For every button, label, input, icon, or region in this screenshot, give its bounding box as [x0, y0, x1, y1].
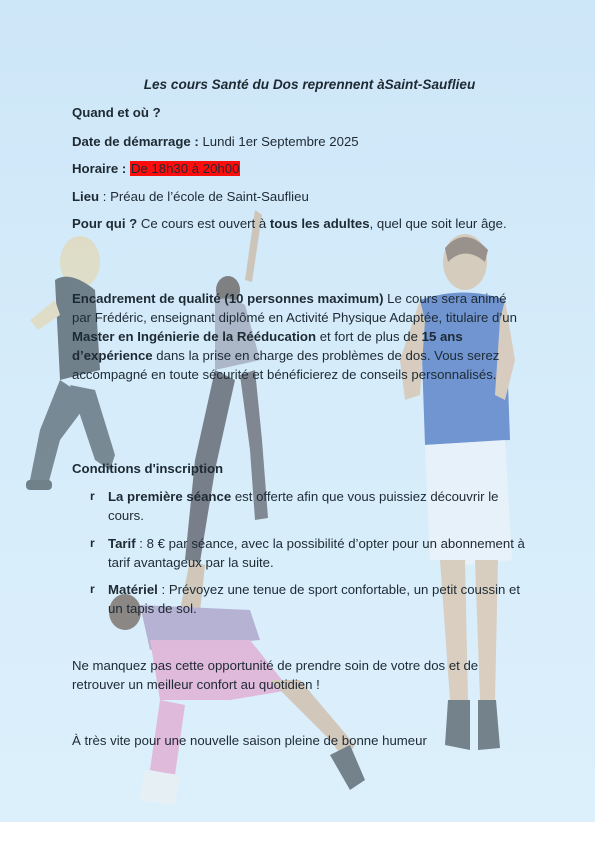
quality-text: Le cours sera animé par Frédéric, enseignant diplômé en Activité Physique Adaptée, titulaire d’un	[72, 291, 517, 325]
bullet-body: : Prévoyez une tenue de sport confortable, un petit coussin et un tapis de sol.	[108, 582, 520, 616]
lunge-figure	[109, 594, 365, 805]
bullet-bold: La première séance	[108, 489, 232, 504]
conditions-heading: Conditions d'inscription	[72, 461, 224, 476]
signoff-line: À très vite pour une nouvelle saison pleine de bonne humeur	[72, 733, 427, 748]
bullet-text	[108, 534, 533, 572]
start-date-line	[72, 132, 359, 151]
bullet-mark: r	[90, 489, 95, 503]
bullet-body: : 8 € par séance, avec la possibilité d’opter pour un abonnement à tarif avantageux par la suite.	[108, 536, 525, 570]
bullet-bold: Tarif	[108, 536, 136, 551]
place-label: Lieu	[72, 189, 100, 204]
flyer-title: Les cours Santé du Dos reprennent àSaint-Sauflieu	[143, 77, 476, 92]
audience-label: Pour qui ?	[72, 216, 138, 231]
bullet-body: est offerte afin que vous puissiez découvrir le cours.	[108, 489, 499, 523]
hours-line	[72, 159, 240, 178]
quality-text-2: et fort de plus de	[316, 329, 422, 344]
bullet-bold: Matériel	[108, 582, 158, 597]
audience-emphasis: tous les adultes	[269, 216, 370, 231]
bullet-text	[108, 580, 533, 618]
place-line	[72, 187, 309, 206]
audience-text-end: , quel que soit leur âge.	[369, 216, 507, 231]
quality-paragraph	[72, 289, 524, 384]
master-degree: Master en Ingénierie de la Rééducation	[72, 329, 317, 344]
quality-text-3: dans la prise en charge des problèmes de dos. Vous serez accompagné en toute sécurité et bénéficierez de conseils personnalisés.	[72, 348, 500, 382]
bullet-text	[108, 487, 533, 525]
where-when-heading: Quand et où ?	[72, 105, 161, 120]
audience-text: Ce cours est ouvert à	[137, 216, 270, 231]
audience-paragraph	[72, 214, 522, 233]
hours-value: De 18h30 à 20h00	[130, 161, 240, 176]
start-date-label: Date de démarrage :	[72, 134, 199, 149]
hours-label: Horaire :	[72, 161, 127, 176]
bullet-mark: r	[90, 582, 95, 596]
bullet-mark: r	[90, 536, 95, 550]
quality-label: Encadrement de qualité (10 personnes maximum)	[72, 291, 384, 306]
place-value: : Préau de l’école de Saint-Sauflieu	[99, 189, 309, 204]
experience-years: 15 ans d’expérience	[72, 329, 463, 363]
start-date-value: Lundi 1er Septembre 2025	[198, 134, 359, 149]
closing-paragraph: Ne manquez pas cette opportunité de prendre soin de votre dos et de retrouver un meilleur confort au quotidien !	[72, 658, 479, 692]
